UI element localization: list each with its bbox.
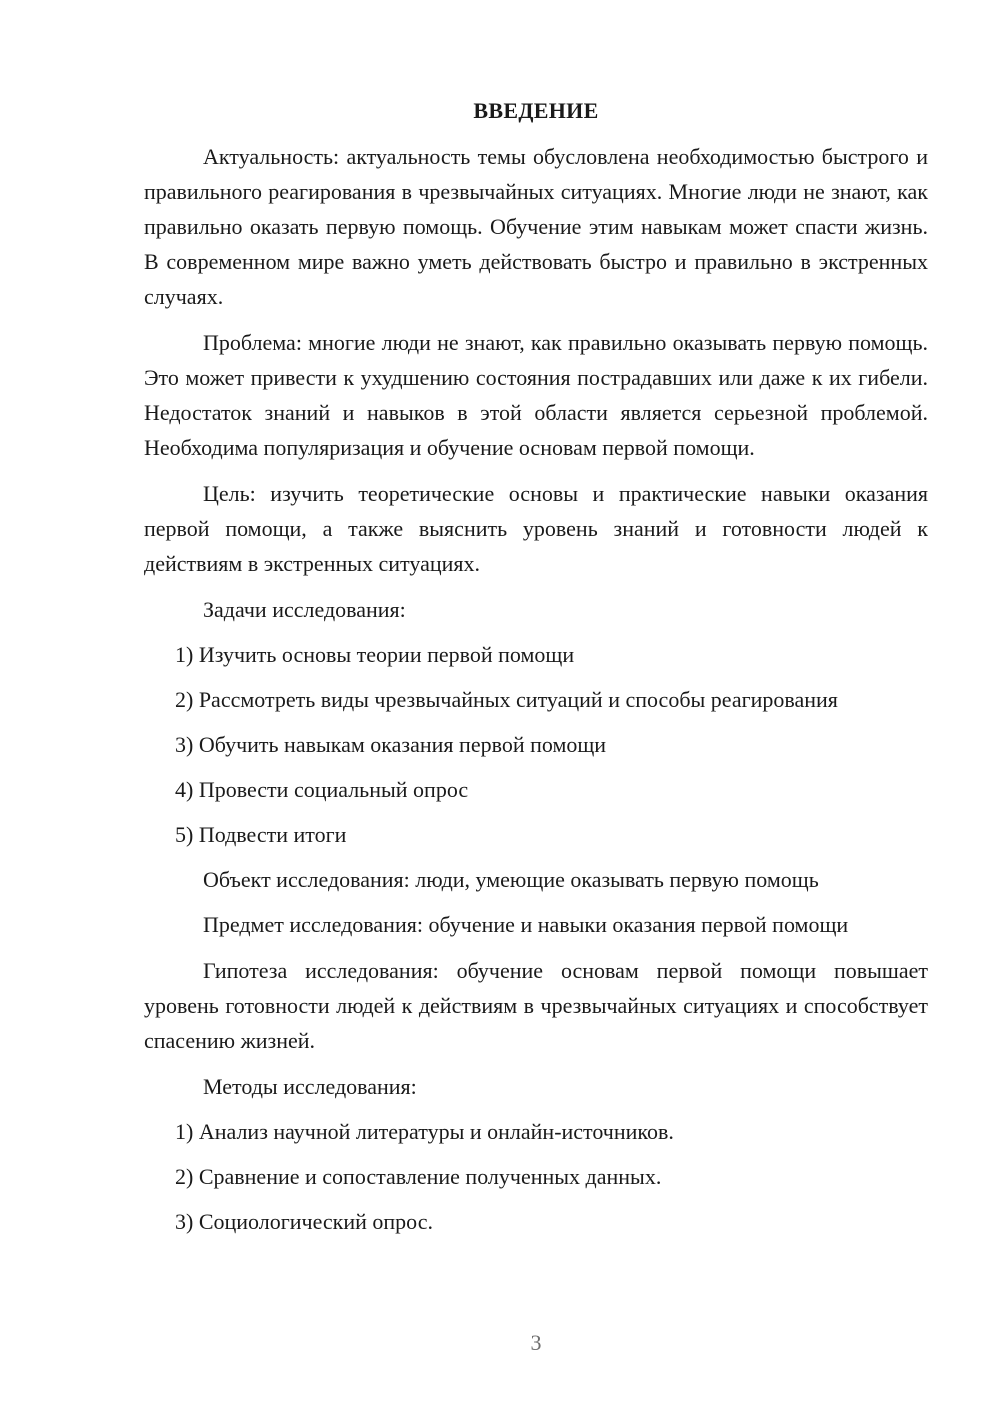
tasks-list [144,637,928,852]
list-item: 3) Социологический опрос. [175,1209,433,1234]
list-item: 2) Сравнение и сопоставление полученных данных. [175,1164,662,1189]
object-paragraph: Объект исследования: люди, умеющие оказывать первую помощь [203,867,819,892]
list-item: 1) Анализ научной литературы и онлайн-источников. [175,1119,674,1144]
problem-paragraph: Проблема: многие люди не знают, как правильно оказывать первую помощь. Это может привести к ухудшению состояния пострадавших или даже к их гибели. Недостаток знаний и навыков в этой области является серьезной проблемой. Необходима популяризация и обучение основам первой помощи. [144,330,928,460]
subject-paragraph: Предмет исследования: обучение и навыки оказания первой помощи [203,912,849,937]
document-page [144,96,928,1249]
list-item: 4) Провести социальный опрос [175,777,469,802]
relevance-paragraph: Актуальность: актуальность темы обусловлена необходимостью быстрого и правильного реагирования в чрезвычайных ситуациях. Многие люди не знают, как правильно оказать первую помощь. Обучение этим навыкам может спасти жизнь. В современном мире важно уметь действовать быстро и правильно в экстренных случаях. [144,144,928,309]
page-title: ВВЕДЕНИЕ [473,98,599,123]
list-item: 3) Обучить навыкам оказания первой помощи [175,732,607,757]
hypothesis-paragraph: Гипотеза исследования: обучение основам первой помощи повышает уровень готовности людей к действиям в чрезвычайных ситуациях и способствует спасению жизней. [144,958,928,1053]
methods-heading: Методы исследования: [203,1074,417,1099]
list-item: 1) Изучить основы теории первой помощи [175,642,575,667]
goal-paragraph: Цель: изучить теоретические основы и практические навыки оказания первой помощи, а также выяснить уровень знаний и готовности людей к действиям в экстренных ситуациях. [144,481,928,576]
tasks-heading: Задачи исследования: [203,597,406,622]
page-number: 3 [530,1330,542,1355]
list-item: 2) Рассмотреть виды чрезвычайных ситуаций и способы реагирования [175,687,838,712]
list-item: 5) Подвести итоги [175,822,347,847]
methods-list [144,1114,928,1239]
